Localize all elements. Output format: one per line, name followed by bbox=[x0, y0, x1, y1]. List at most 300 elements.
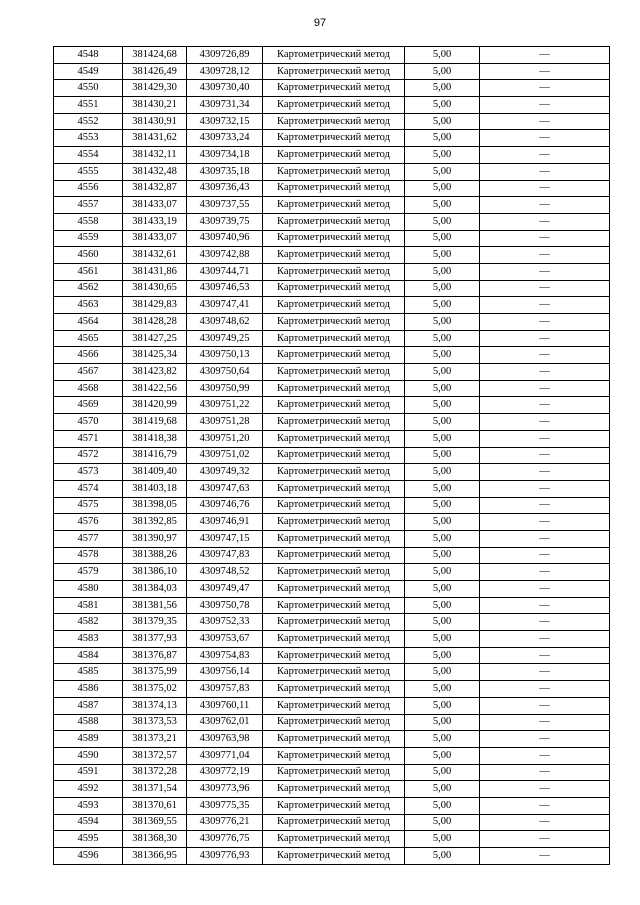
table-row bbox=[54, 530, 610, 547]
accuracy-cell: 5,00 bbox=[405, 447, 480, 464]
method-cell: Картометрический метод bbox=[263, 297, 405, 314]
point-number-cell: 4590 bbox=[54, 747, 123, 764]
y-coordinate-cell: 4309748,52 bbox=[187, 564, 263, 581]
x-coordinate-cell: 381384,03 bbox=[123, 581, 187, 598]
table-row bbox=[54, 364, 610, 381]
table-row bbox=[54, 397, 610, 414]
y-coordinate-cell: 4309776,21 bbox=[187, 814, 263, 831]
point-number-cell: 4561 bbox=[54, 263, 123, 280]
x-coordinate-cell: 381368,30 bbox=[123, 831, 187, 848]
accuracy-cell: 5,00 bbox=[405, 47, 480, 64]
y-coordinate-cell: 4309746,91 bbox=[187, 514, 263, 531]
x-coordinate-cell: 381430,21 bbox=[123, 97, 187, 114]
y-coordinate-cell: 4309744,71 bbox=[187, 263, 263, 280]
method-cell: Картометрический метод bbox=[263, 230, 405, 247]
point-number-cell: 4556 bbox=[54, 180, 123, 197]
note-cell: — bbox=[480, 664, 610, 681]
table-row bbox=[54, 697, 610, 714]
x-coordinate-cell: 381416,79 bbox=[123, 447, 187, 464]
table-row bbox=[54, 430, 610, 447]
note-cell: — bbox=[480, 163, 610, 180]
method-cell: Картометрический метод bbox=[263, 747, 405, 764]
accuracy-cell: 5,00 bbox=[405, 314, 480, 331]
y-coordinate-cell: 4309775,35 bbox=[187, 797, 263, 814]
coordinates-table bbox=[53, 46, 610, 865]
accuracy-cell: 5,00 bbox=[405, 280, 480, 297]
note-cell: — bbox=[480, 130, 610, 147]
table-row bbox=[54, 647, 610, 664]
method-cell: Картометрический метод bbox=[263, 530, 405, 547]
y-coordinate-cell: 4309740,96 bbox=[187, 230, 263, 247]
x-coordinate-cell: 381433,07 bbox=[123, 197, 187, 214]
accuracy-cell: 5,00 bbox=[405, 364, 480, 381]
note-cell: — bbox=[480, 380, 610, 397]
note-cell: — bbox=[480, 530, 610, 547]
y-coordinate-cell: 4309749,25 bbox=[187, 330, 263, 347]
point-number-cell: 4554 bbox=[54, 147, 123, 164]
table-row bbox=[54, 681, 610, 698]
method-cell: Картометрический метод bbox=[263, 781, 405, 798]
note-cell: — bbox=[480, 681, 610, 698]
note-cell: — bbox=[480, 147, 610, 164]
x-coordinate-cell: 381430,91 bbox=[123, 113, 187, 130]
method-cell: Картометрический метод bbox=[263, 514, 405, 531]
point-number-cell: 4566 bbox=[54, 347, 123, 364]
x-coordinate-cell: 381429,30 bbox=[123, 80, 187, 97]
accuracy-cell: 5,00 bbox=[405, 97, 480, 114]
y-coordinate-cell: 4309726,89 bbox=[187, 47, 263, 64]
point-number-cell: 4585 bbox=[54, 664, 123, 681]
method-cell: Картометрический метод bbox=[263, 63, 405, 80]
y-coordinate-cell: 4309750,99 bbox=[187, 380, 263, 397]
y-coordinate-cell: 4309730,40 bbox=[187, 80, 263, 97]
note-cell: — bbox=[480, 397, 610, 414]
accuracy-cell: 5,00 bbox=[405, 330, 480, 347]
point-number-cell: 4582 bbox=[54, 614, 123, 631]
note-cell: — bbox=[480, 113, 610, 130]
x-coordinate-cell: 381371,54 bbox=[123, 781, 187, 798]
x-coordinate-cell: 381432,48 bbox=[123, 163, 187, 180]
x-coordinate-cell: 381424,68 bbox=[123, 47, 187, 64]
point-number-cell: 4572 bbox=[54, 447, 123, 464]
y-coordinate-cell: 4309737,55 bbox=[187, 197, 263, 214]
accuracy-cell: 5,00 bbox=[405, 614, 480, 631]
table-row bbox=[54, 497, 610, 514]
method-cell: Картометрический метод bbox=[263, 714, 405, 731]
point-number-cell: 4577 bbox=[54, 530, 123, 547]
x-coordinate-cell: 381390,97 bbox=[123, 530, 187, 547]
accuracy-cell: 5,00 bbox=[405, 731, 480, 748]
note-cell: — bbox=[480, 80, 610, 97]
note-cell: — bbox=[480, 97, 610, 114]
note-cell: — bbox=[480, 280, 610, 297]
table-row bbox=[54, 180, 610, 197]
accuracy-cell: 5,00 bbox=[405, 397, 480, 414]
x-coordinate-cell: 381425,34 bbox=[123, 347, 187, 364]
accuracy-cell: 5,00 bbox=[405, 414, 480, 431]
method-cell: Картометрический метод bbox=[263, 247, 405, 264]
note-cell: — bbox=[480, 180, 610, 197]
point-number-cell: 4574 bbox=[54, 480, 123, 497]
accuracy-cell: 5,00 bbox=[405, 631, 480, 648]
y-coordinate-cell: 4309751,22 bbox=[187, 397, 263, 414]
method-cell: Картометрический метод bbox=[263, 80, 405, 97]
point-number-cell: 4580 bbox=[54, 581, 123, 598]
point-number-cell: 4553 bbox=[54, 130, 123, 147]
table-row bbox=[54, 280, 610, 297]
table-row bbox=[54, 547, 610, 564]
x-coordinate-cell: 381373,53 bbox=[123, 714, 187, 731]
point-number-cell: 4551 bbox=[54, 97, 123, 114]
y-coordinate-cell: 4309751,02 bbox=[187, 447, 263, 464]
y-coordinate-cell: 4309776,93 bbox=[187, 848, 263, 865]
y-coordinate-cell: 4309731,34 bbox=[187, 97, 263, 114]
accuracy-cell: 5,00 bbox=[405, 831, 480, 848]
note-cell: — bbox=[480, 547, 610, 564]
y-coordinate-cell: 4309736,43 bbox=[187, 180, 263, 197]
accuracy-cell: 5,00 bbox=[405, 581, 480, 598]
point-number-cell: 4571 bbox=[54, 430, 123, 447]
accuracy-cell: 5,00 bbox=[405, 781, 480, 798]
y-coordinate-cell: 4309763,98 bbox=[187, 731, 263, 748]
method-cell: Картометрический метод bbox=[263, 764, 405, 781]
y-coordinate-cell: 4309732,15 bbox=[187, 113, 263, 130]
point-number-cell: 4570 bbox=[54, 414, 123, 431]
y-coordinate-cell: 4309771,04 bbox=[187, 747, 263, 764]
note-cell: — bbox=[480, 364, 610, 381]
y-coordinate-cell: 4309757,83 bbox=[187, 681, 263, 698]
accuracy-cell: 5,00 bbox=[405, 681, 480, 698]
note-cell: — bbox=[480, 347, 610, 364]
method-cell: Картометрический метод bbox=[263, 330, 405, 347]
y-coordinate-cell: 4309772,19 bbox=[187, 764, 263, 781]
method-cell: Картометрический метод bbox=[263, 430, 405, 447]
y-coordinate-cell: 4309746,76 bbox=[187, 497, 263, 514]
point-number-cell: 4565 bbox=[54, 330, 123, 347]
page-number: 97 bbox=[313, 17, 327, 29]
accuracy-cell: 5,00 bbox=[405, 697, 480, 714]
point-number-cell: 4579 bbox=[54, 564, 123, 581]
x-coordinate-cell: 381418,38 bbox=[123, 430, 187, 447]
x-coordinate-cell: 381388,26 bbox=[123, 547, 187, 564]
y-coordinate-cell: 4309749,32 bbox=[187, 464, 263, 481]
note-cell: — bbox=[480, 797, 610, 814]
x-coordinate-cell: 381432,11 bbox=[123, 147, 187, 164]
method-cell: Картометрический метод bbox=[263, 113, 405, 130]
note-cell: — bbox=[480, 814, 610, 831]
note-cell: — bbox=[480, 297, 610, 314]
table-row bbox=[54, 380, 610, 397]
method-cell: Картометрический метод bbox=[263, 47, 405, 64]
x-coordinate-cell: 381369,55 bbox=[123, 814, 187, 831]
table-row bbox=[54, 831, 610, 848]
accuracy-cell: 5,00 bbox=[405, 263, 480, 280]
x-coordinate-cell: 381375,99 bbox=[123, 664, 187, 681]
x-coordinate-cell: 381422,56 bbox=[123, 380, 187, 397]
method-cell: Картометрический метод bbox=[263, 447, 405, 464]
point-number-cell: 4567 bbox=[54, 364, 123, 381]
method-cell: Картометрический метод bbox=[263, 547, 405, 564]
point-number-cell: 4557 bbox=[54, 197, 123, 214]
accuracy-cell: 5,00 bbox=[405, 530, 480, 547]
note-cell: — bbox=[480, 464, 610, 481]
point-number-cell: 4576 bbox=[54, 514, 123, 531]
note-cell: — bbox=[480, 447, 610, 464]
y-coordinate-cell: 4309747,83 bbox=[187, 547, 263, 564]
y-coordinate-cell: 4309754,83 bbox=[187, 647, 263, 664]
x-coordinate-cell: 381377,93 bbox=[123, 631, 187, 648]
table-row bbox=[54, 113, 610, 130]
point-number-cell: 4562 bbox=[54, 280, 123, 297]
method-cell: Картометрический метод bbox=[263, 364, 405, 381]
x-coordinate-cell: 381423,82 bbox=[123, 364, 187, 381]
x-coordinate-cell: 381372,57 bbox=[123, 747, 187, 764]
note-cell: — bbox=[480, 848, 610, 865]
note-cell: — bbox=[480, 731, 610, 748]
point-number-cell: 4589 bbox=[54, 731, 123, 748]
method-cell: Картометрический метод bbox=[263, 848, 405, 865]
accuracy-cell: 5,00 bbox=[405, 197, 480, 214]
x-coordinate-cell: 381376,87 bbox=[123, 647, 187, 664]
accuracy-cell: 5,00 bbox=[405, 63, 480, 80]
method-cell: Картометрический метод bbox=[263, 731, 405, 748]
point-number-cell: 4584 bbox=[54, 647, 123, 664]
table-row bbox=[54, 47, 610, 64]
point-number-cell: 4555 bbox=[54, 163, 123, 180]
method-cell: Картометрический метод bbox=[263, 647, 405, 664]
table-row bbox=[54, 130, 610, 147]
point-number-cell: 4581 bbox=[54, 597, 123, 614]
point-number-cell: 4592 bbox=[54, 781, 123, 798]
point-number-cell: 4548 bbox=[54, 47, 123, 64]
method-cell: Картометрический метод bbox=[263, 263, 405, 280]
table-row bbox=[54, 747, 610, 764]
note-cell: — bbox=[480, 747, 610, 764]
method-cell: Картометрический метод bbox=[263, 130, 405, 147]
table-row bbox=[54, 330, 610, 347]
method-cell: Картометрический метод bbox=[263, 280, 405, 297]
accuracy-cell: 5,00 bbox=[405, 597, 480, 614]
method-cell: Картометрический метод bbox=[263, 681, 405, 698]
accuracy-cell: 5,00 bbox=[405, 297, 480, 314]
table-row bbox=[54, 213, 610, 230]
note-cell: — bbox=[480, 430, 610, 447]
accuracy-cell: 5,00 bbox=[405, 464, 480, 481]
note-cell: — bbox=[480, 781, 610, 798]
point-number-cell: 4593 bbox=[54, 797, 123, 814]
point-number-cell: 4552 bbox=[54, 113, 123, 130]
method-cell: Картометрический метод bbox=[263, 380, 405, 397]
y-coordinate-cell: 4309776,75 bbox=[187, 831, 263, 848]
accuracy-cell: 5,00 bbox=[405, 497, 480, 514]
y-coordinate-cell: 4309760,11 bbox=[187, 697, 263, 714]
method-cell: Картометрический метод bbox=[263, 314, 405, 331]
accuracy-cell: 5,00 bbox=[405, 180, 480, 197]
note-cell: — bbox=[480, 247, 610, 264]
point-number-cell: 4591 bbox=[54, 764, 123, 781]
table-row bbox=[54, 297, 610, 314]
table-row bbox=[54, 230, 610, 247]
table-row bbox=[54, 147, 610, 164]
note-cell: — bbox=[480, 497, 610, 514]
accuracy-cell: 5,00 bbox=[405, 514, 480, 531]
note-cell: — bbox=[480, 631, 610, 648]
table-row bbox=[54, 848, 610, 865]
table-row bbox=[54, 447, 610, 464]
table-row bbox=[54, 314, 610, 331]
point-number-cell: 4550 bbox=[54, 80, 123, 97]
x-coordinate-cell: 381426,49 bbox=[123, 63, 187, 80]
table-row bbox=[54, 581, 610, 598]
method-cell: Картометрический метод bbox=[263, 664, 405, 681]
x-coordinate-cell: 381430,65 bbox=[123, 280, 187, 297]
note-cell: — bbox=[480, 314, 610, 331]
table-row bbox=[54, 797, 610, 814]
accuracy-cell: 5,00 bbox=[405, 797, 480, 814]
point-number-cell: 4573 bbox=[54, 464, 123, 481]
x-coordinate-cell: 381432,61 bbox=[123, 247, 187, 264]
x-coordinate-cell: 381403,18 bbox=[123, 480, 187, 497]
note-cell: — bbox=[480, 597, 610, 614]
point-number-cell: 4595 bbox=[54, 831, 123, 848]
y-coordinate-cell: 4309748,62 bbox=[187, 314, 263, 331]
x-coordinate-cell: 381370,61 bbox=[123, 797, 187, 814]
method-cell: Картометрический метод bbox=[263, 581, 405, 598]
method-cell: Картометрический метод bbox=[263, 597, 405, 614]
x-coordinate-cell: 381420,99 bbox=[123, 397, 187, 414]
accuracy-cell: 5,00 bbox=[405, 380, 480, 397]
accuracy-cell: 5,00 bbox=[405, 747, 480, 764]
method-cell: Картометрический метод bbox=[263, 464, 405, 481]
accuracy-cell: 5,00 bbox=[405, 714, 480, 731]
accuracy-cell: 5,00 bbox=[405, 814, 480, 831]
table-row bbox=[54, 714, 610, 731]
table-row bbox=[54, 731, 610, 748]
x-coordinate-cell: 381372,28 bbox=[123, 764, 187, 781]
method-cell: Картометрический метод bbox=[263, 564, 405, 581]
note-cell: — bbox=[480, 213, 610, 230]
method-cell: Картометрический метод bbox=[263, 414, 405, 431]
table-row bbox=[54, 63, 610, 80]
point-number-cell: 4563 bbox=[54, 297, 123, 314]
method-cell: Картометрический метод bbox=[263, 347, 405, 364]
method-cell: Картометрический метод bbox=[263, 631, 405, 648]
x-coordinate-cell: 381398,05 bbox=[123, 497, 187, 514]
x-coordinate-cell: 381386,10 bbox=[123, 564, 187, 581]
table-row bbox=[54, 347, 610, 364]
y-coordinate-cell: 4309747,15 bbox=[187, 530, 263, 547]
accuracy-cell: 5,00 bbox=[405, 163, 480, 180]
note-cell: — bbox=[480, 480, 610, 497]
x-coordinate-cell: 381419,68 bbox=[123, 414, 187, 431]
note-cell: — bbox=[480, 614, 610, 631]
x-coordinate-cell: 381375,02 bbox=[123, 681, 187, 698]
y-coordinate-cell: 4309742,88 bbox=[187, 247, 263, 264]
point-number-cell: 4575 bbox=[54, 497, 123, 514]
y-coordinate-cell: 4309747,41 bbox=[187, 297, 263, 314]
y-coordinate-cell: 4309739,75 bbox=[187, 213, 263, 230]
table-row bbox=[54, 514, 610, 531]
point-number-cell: 4549 bbox=[54, 63, 123, 80]
point-number-cell: 4594 bbox=[54, 814, 123, 831]
note-cell: — bbox=[480, 47, 610, 64]
method-cell: Картометрический метод bbox=[263, 97, 405, 114]
point-number-cell: 4587 bbox=[54, 697, 123, 714]
note-cell: — bbox=[480, 764, 610, 781]
x-coordinate-cell: 381431,62 bbox=[123, 130, 187, 147]
note-cell: — bbox=[480, 564, 610, 581]
table-row bbox=[54, 631, 610, 648]
accuracy-cell: 5,00 bbox=[405, 430, 480, 447]
accuracy-cell: 5,00 bbox=[405, 564, 480, 581]
table-row bbox=[54, 781, 610, 798]
method-cell: Картометрический метод bbox=[263, 797, 405, 814]
point-number-cell: 4583 bbox=[54, 631, 123, 648]
note-cell: — bbox=[480, 197, 610, 214]
method-cell: Картометрический метод bbox=[263, 480, 405, 497]
table-row bbox=[54, 163, 610, 180]
method-cell: Картометрический метод bbox=[263, 697, 405, 714]
x-coordinate-cell: 381373,21 bbox=[123, 731, 187, 748]
note-cell: — bbox=[480, 831, 610, 848]
x-coordinate-cell: 381427,25 bbox=[123, 330, 187, 347]
accuracy-cell: 5,00 bbox=[405, 80, 480, 97]
accuracy-cell: 5,00 bbox=[405, 480, 480, 497]
point-number-cell: 4578 bbox=[54, 547, 123, 564]
y-coordinate-cell: 4309762,01 bbox=[187, 714, 263, 731]
accuracy-cell: 5,00 bbox=[405, 230, 480, 247]
x-coordinate-cell: 381432,87 bbox=[123, 180, 187, 197]
x-coordinate-cell: 381429,83 bbox=[123, 297, 187, 314]
note-cell: — bbox=[480, 263, 610, 280]
note-cell: — bbox=[480, 63, 610, 80]
point-number-cell: 4588 bbox=[54, 714, 123, 731]
table-row bbox=[54, 614, 610, 631]
table-row bbox=[54, 197, 610, 214]
accuracy-cell: 5,00 bbox=[405, 247, 480, 264]
x-coordinate-cell: 381433,19 bbox=[123, 213, 187, 230]
y-coordinate-cell: 4309751,20 bbox=[187, 430, 263, 447]
coordinates-table-body bbox=[54, 47, 610, 865]
accuracy-cell: 5,00 bbox=[405, 130, 480, 147]
method-cell: Картометрический метод bbox=[263, 180, 405, 197]
table-row bbox=[54, 247, 610, 264]
point-number-cell: 4558 bbox=[54, 213, 123, 230]
method-cell: Картометрический метод bbox=[263, 197, 405, 214]
y-coordinate-cell: 4309752,33 bbox=[187, 614, 263, 631]
method-cell: Картометрический метод bbox=[263, 614, 405, 631]
note-cell: — bbox=[480, 330, 610, 347]
point-number-cell: 4559 bbox=[54, 230, 123, 247]
table-row bbox=[54, 597, 610, 614]
x-coordinate-cell: 381381,56 bbox=[123, 597, 187, 614]
point-number-cell: 4568 bbox=[54, 380, 123, 397]
method-cell: Картометрический метод bbox=[263, 497, 405, 514]
x-coordinate-cell: 381428,28 bbox=[123, 314, 187, 331]
table-row bbox=[54, 80, 610, 97]
y-coordinate-cell: 4309749,47 bbox=[187, 581, 263, 598]
accuracy-cell: 5,00 bbox=[405, 848, 480, 865]
table-row bbox=[54, 764, 610, 781]
note-cell: — bbox=[480, 581, 610, 598]
method-cell: Картометрический метод bbox=[263, 831, 405, 848]
y-coordinate-cell: 4309746,53 bbox=[187, 280, 263, 297]
point-number-cell: 4569 bbox=[54, 397, 123, 414]
x-coordinate-cell: 381374,13 bbox=[123, 697, 187, 714]
y-coordinate-cell: 4309750,64 bbox=[187, 364, 263, 381]
y-coordinate-cell: 4309747,63 bbox=[187, 480, 263, 497]
table-row bbox=[54, 480, 610, 497]
